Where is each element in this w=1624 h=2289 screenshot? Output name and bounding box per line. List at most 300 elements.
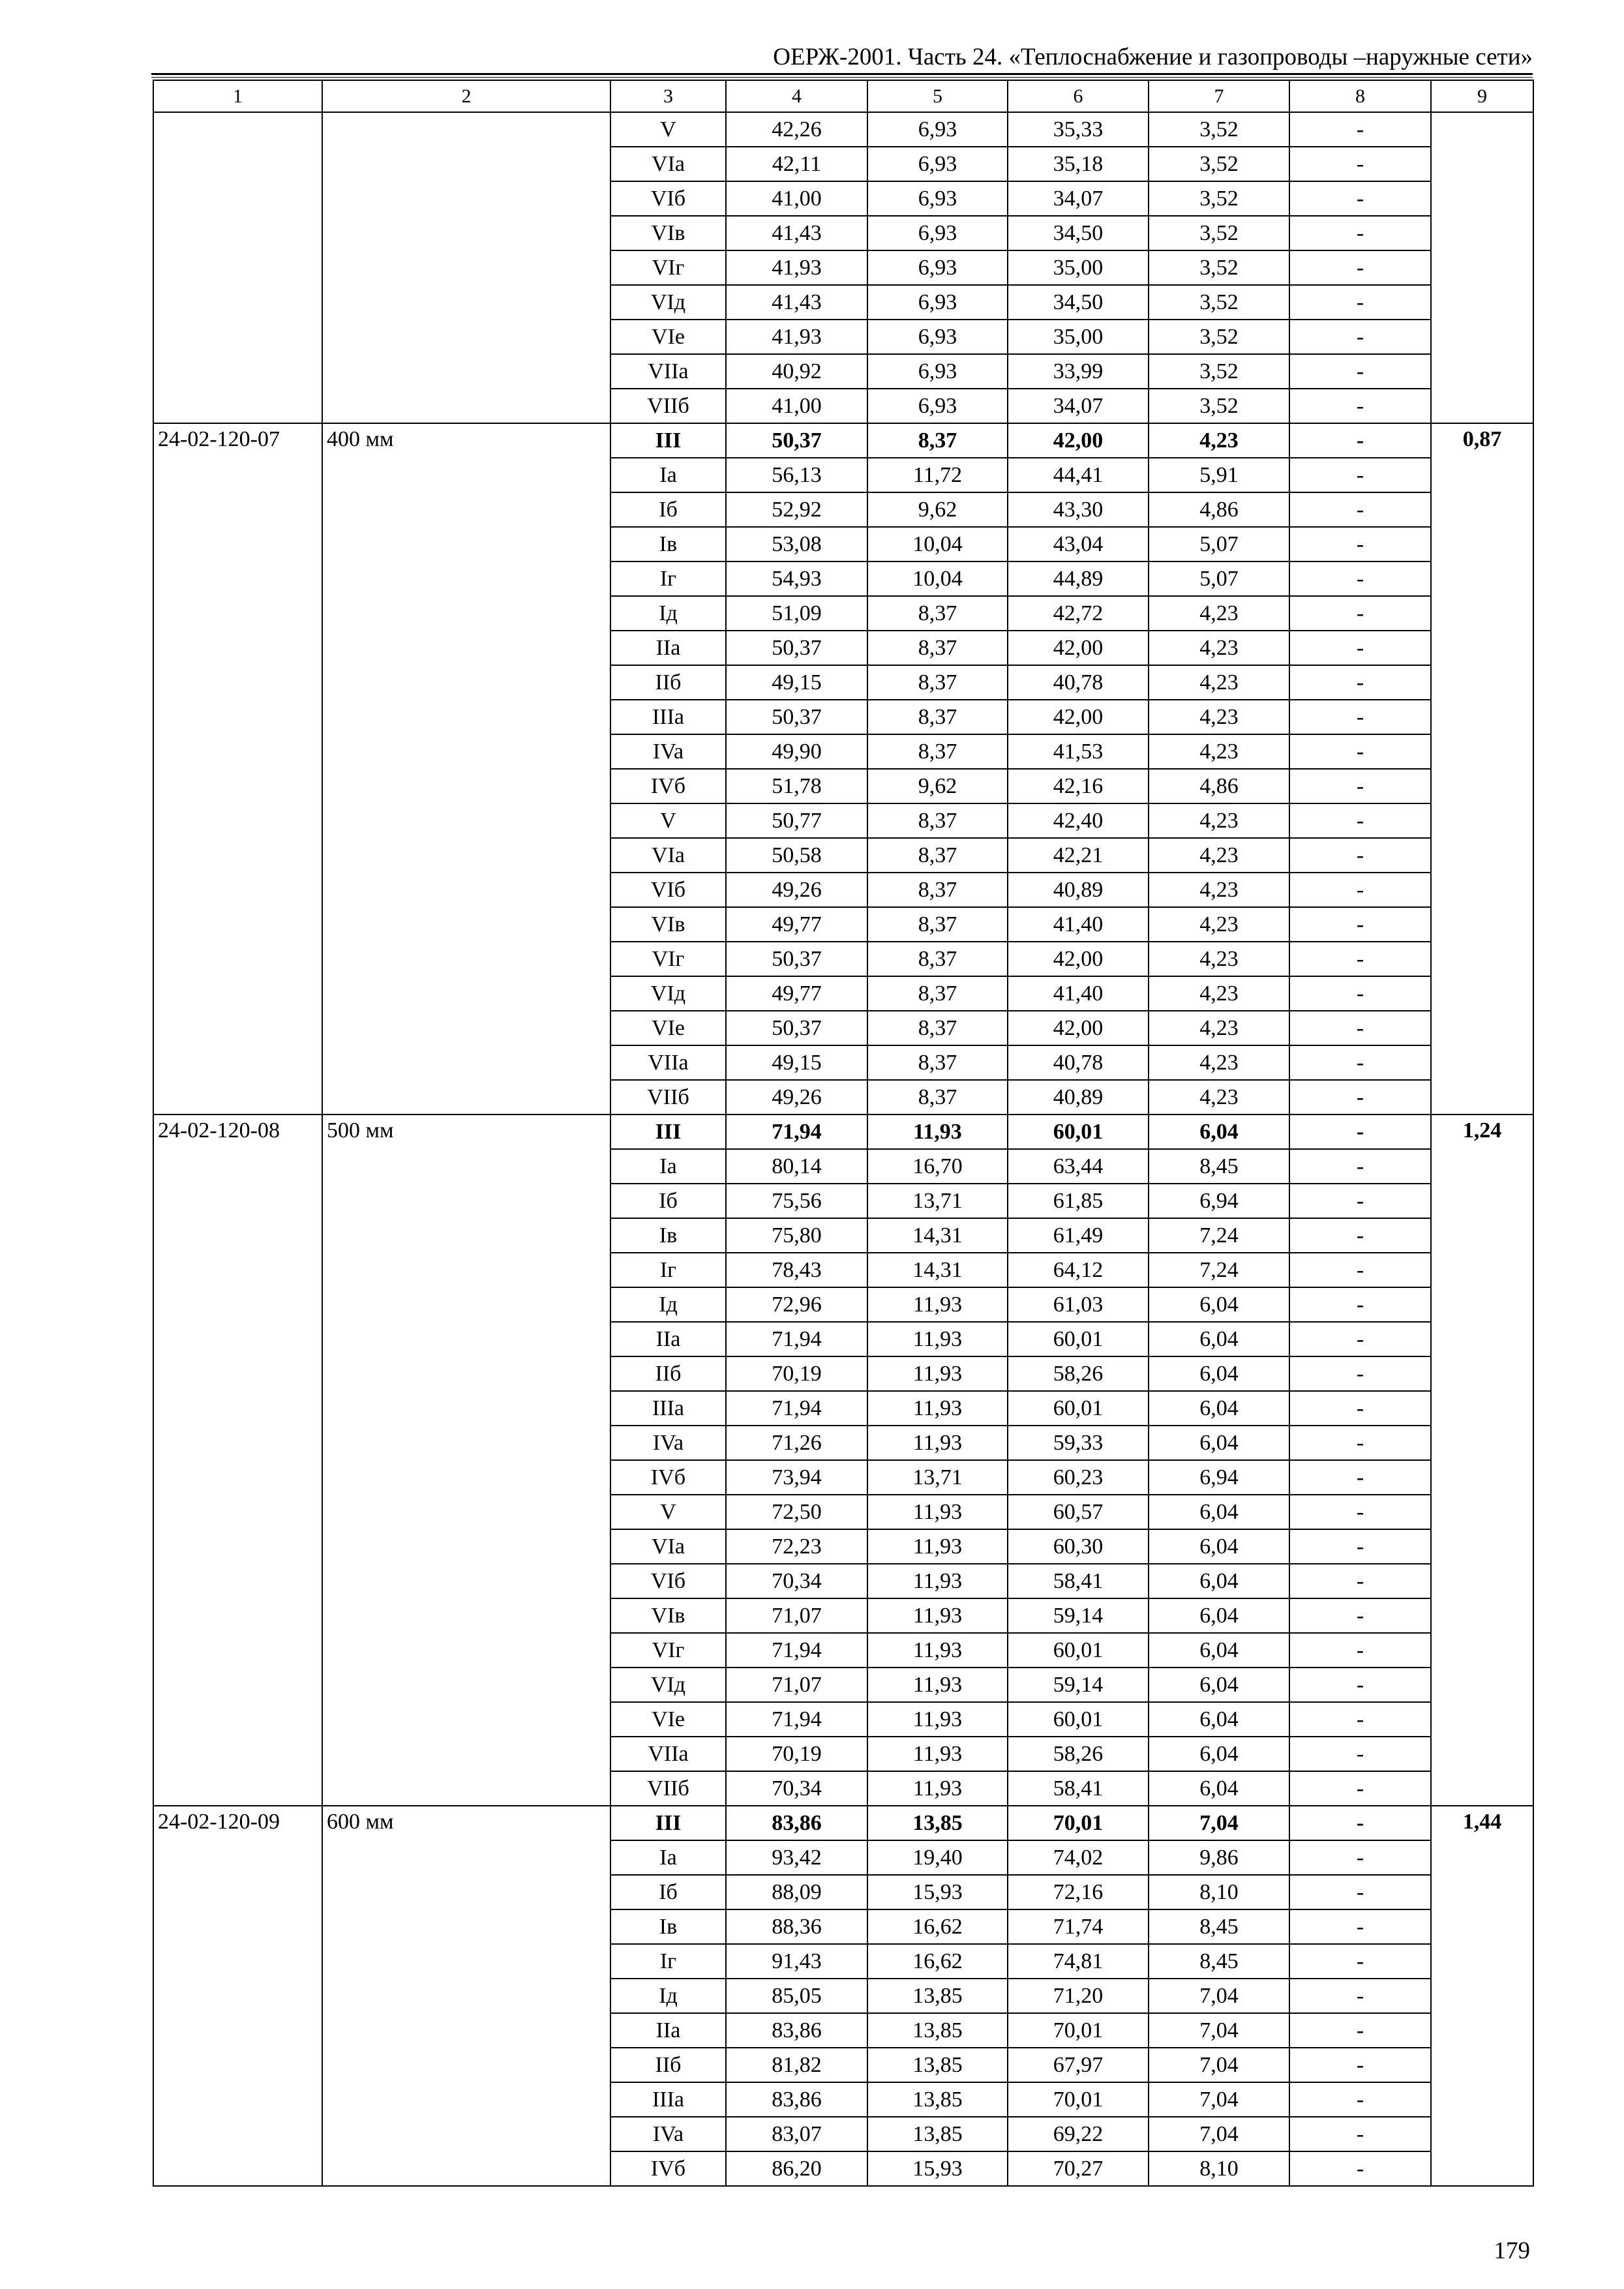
- table-cell-col8: -: [1289, 1737, 1431, 1771]
- table-cell-col6: 44,41: [1008, 458, 1149, 492]
- table-cell-col5: 13,71: [867, 1184, 1008, 1218]
- header-rule-thick: [151, 73, 1533, 75]
- table-cell-col4: 50,77: [726, 803, 867, 838]
- table-cell-col7: 8,10: [1149, 1875, 1289, 1909]
- table-cell-col4: 41,00: [726, 389, 867, 423]
- table-cell-col5: 8,37: [867, 631, 1008, 665]
- table-cell-col8: -: [1289, 631, 1431, 665]
- table-cell-col6: 41,40: [1008, 976, 1149, 1011]
- table-cell-col7: 7,04: [1149, 2048, 1289, 2082]
- table-cell-col6: 60,01: [1008, 1633, 1149, 1668]
- table-cell-zone: Iг: [610, 1944, 726, 1979]
- table-cell-col5: 8,37: [867, 1011, 1008, 1045]
- table-cell-col4: 70,34: [726, 1771, 867, 1806]
- table-cell-col4: 71,07: [726, 1668, 867, 1702]
- table-cell-col7: 7,04: [1149, 1979, 1289, 2013]
- table-cell-col4: 50,37: [726, 942, 867, 976]
- table-cell-col5: 6,93: [867, 320, 1008, 354]
- table-cell-col8: -: [1289, 2013, 1431, 2048]
- table-cell-zone: IIa: [610, 2013, 726, 2048]
- table-cell-zone: VIг: [610, 250, 726, 285]
- table-cell-col5: 13,85: [867, 2117, 1008, 2151]
- table-cell-zone: VIIб: [610, 1771, 726, 1806]
- table-cell-col5: 11,93: [867, 1737, 1008, 1771]
- table-cell-col8: -: [1289, 1011, 1431, 1045]
- table-cell-col4: 85,05: [726, 1979, 867, 2013]
- table-cell-zone: VIб: [610, 181, 726, 216]
- table-cell-col5: 11,93: [867, 1529, 1008, 1564]
- table-cell-zone: Iб: [610, 1184, 726, 1218]
- table-cell-col8: -: [1289, 1529, 1431, 1564]
- table-cell-col7: 6,04: [1149, 1633, 1289, 1668]
- table-cell-col5: 11,93: [867, 1356, 1008, 1391]
- table-cell-col4: 56,13: [726, 458, 867, 492]
- table-cell-col8: -: [1289, 1806, 1431, 1840]
- table-cell-col8: -: [1289, 1253, 1431, 1287]
- table-cell-zone: IIб: [610, 1356, 726, 1391]
- table-cell-col5: 6,93: [867, 216, 1008, 250]
- table-cell-col6: 61,03: [1008, 1287, 1149, 1322]
- table-cell-col7: 4,86: [1149, 769, 1289, 803]
- table-cell-col7: 4,23: [1149, 942, 1289, 976]
- table-cell-zone: VIe: [610, 1011, 726, 1045]
- table-cell-zone: VIIб: [610, 1080, 726, 1115]
- table-cell-col4: 86,20: [726, 2151, 867, 2186]
- table-cell-col5: 13,85: [867, 2048, 1008, 2082]
- table-cell-col4: 72,96: [726, 1287, 867, 1322]
- table-cell-col5: 8,37: [867, 423, 1008, 458]
- table-cell-col7: 7,04: [1149, 2013, 1289, 2048]
- table-cell-zone: III: [610, 423, 726, 458]
- table-cell-col6: 42,00: [1008, 942, 1149, 976]
- table-cell-col7: 4,23: [1149, 1045, 1289, 1080]
- table-cell-zone: Ia: [610, 458, 726, 492]
- table-cell-col7: 7,04: [1149, 2117, 1289, 2151]
- table-cell-col6: 58,41: [1008, 1771, 1149, 1806]
- table-cell-col6: 59,14: [1008, 1668, 1149, 1702]
- table-cell-col8: -: [1289, 873, 1431, 907]
- table-cell-col7: 6,04: [1149, 1598, 1289, 1633]
- table-cell-col5: 11,93: [867, 1702, 1008, 1737]
- table-cell-col4: 75,80: [726, 1218, 867, 1253]
- table-cell-col8: -: [1289, 1287, 1431, 1322]
- table-cell-col6: 34,50: [1008, 285, 1149, 320]
- table-cell-col7: 4,23: [1149, 803, 1289, 838]
- table-cell-col6: 71,20: [1008, 1979, 1149, 2013]
- page-number: 179: [1494, 2237, 1530, 2264]
- rates-table: [153, 80, 1534, 2187]
- table-cell-col6: 42,21: [1008, 838, 1149, 873]
- table-cell-col6: 59,33: [1008, 1426, 1149, 1460]
- table-cell-col7: 6,94: [1149, 1460, 1289, 1495]
- table-cell-col7: 4,23: [1149, 734, 1289, 769]
- table-cell-col4: 71,94: [726, 1115, 867, 1149]
- table-cell-zone: VIг: [610, 1633, 726, 1668]
- table-cell-col4: 71,94: [726, 1633, 867, 1668]
- table-cell-zone: VIв: [610, 907, 726, 942]
- table-cell-col4: 41,43: [726, 285, 867, 320]
- pipe-diameter-cell: [322, 112, 610, 423]
- table-cell-col5: 11,93: [867, 1771, 1008, 1806]
- table-cell-col7: 6,04: [1149, 1668, 1289, 1702]
- table-cell-col8: -: [1289, 1356, 1431, 1391]
- column9-value-cell: [1431, 112, 1533, 423]
- table-cell-col8: -: [1289, 838, 1431, 873]
- table-cell-zone: VIв: [610, 1598, 726, 1633]
- table-cell-col8: -: [1289, 458, 1431, 492]
- table-cell-col8: -: [1289, 907, 1431, 942]
- table-cell-col5: 16,62: [867, 1944, 1008, 1979]
- table-cell-zone: V: [610, 1495, 726, 1529]
- table-cell-col5: 6,93: [867, 354, 1008, 389]
- table-cell-col7: 8,45: [1149, 1944, 1289, 1979]
- table-cell-zone: VIд: [610, 285, 726, 320]
- table-cell-col4: 70,19: [726, 1356, 867, 1391]
- table-cell-col8: -: [1289, 1979, 1431, 2013]
- table-cell-col6: 41,53: [1008, 734, 1149, 769]
- table-cell-col4: 83,86: [726, 1806, 867, 1840]
- table-cell-col4: 40,92: [726, 354, 867, 389]
- table-cell-col8: -: [1289, 181, 1431, 216]
- table-cell-col5: 11,93: [867, 1426, 1008, 1460]
- table-cell-col4: 42,26: [726, 112, 867, 147]
- table-cell-col4: 50,37: [726, 700, 867, 734]
- table-cell-col5: 11,93: [867, 1668, 1008, 1702]
- table-cell-col6: 42,72: [1008, 596, 1149, 631]
- table-cell-col5: 11,93: [867, 1391, 1008, 1426]
- table-cell-zone: VIд: [610, 1668, 726, 1702]
- table-cell-col5: 6,93: [867, 285, 1008, 320]
- table-cell-col5: 6,93: [867, 147, 1008, 181]
- table-cell-col6: 44,89: [1008, 561, 1149, 596]
- table-cell-col8: -: [1289, 1944, 1431, 1979]
- table-cell-col6: 33,99: [1008, 354, 1149, 389]
- column-number: 3: [610, 80, 726, 112]
- table-cell-col6: 35,18: [1008, 147, 1149, 181]
- table-cell-col8: -: [1289, 1840, 1431, 1875]
- table-cell-col8: -: [1289, 1184, 1431, 1218]
- table-cell-col7: 3,52: [1149, 354, 1289, 389]
- table-cell-col5: 10,04: [867, 561, 1008, 596]
- table-cell-col5: 11,93: [867, 1633, 1008, 1668]
- pipe-diameter-cell: 600 мм: [322, 1806, 610, 2186]
- table-cell-col7: 4,23: [1149, 976, 1289, 1011]
- table-cell-col4: 41,43: [726, 216, 867, 250]
- table-cell-zone: IIб: [610, 665, 726, 700]
- table-cell-col7: 3,52: [1149, 285, 1289, 320]
- table-cell-col4: 49,15: [726, 1045, 867, 1080]
- table-cell-col5: 11,72: [867, 458, 1008, 492]
- table-cell-col8: -: [1289, 1495, 1431, 1529]
- table-cell-zone: Iб: [610, 492, 726, 527]
- table-cell-zone: IIIa: [610, 700, 726, 734]
- table-cell-col7: 6,04: [1149, 1391, 1289, 1426]
- rate-code-cell: [153, 112, 322, 423]
- table-cell-col6: 70,01: [1008, 2013, 1149, 2048]
- table-cell-col4: 53,08: [726, 527, 867, 561]
- table-cell-col4: 71,94: [726, 1322, 867, 1356]
- table-cell-col4: 71,94: [726, 1391, 867, 1426]
- table-cell-col8: -: [1289, 285, 1431, 320]
- table-cell-col4: 93,42: [726, 1840, 867, 1875]
- table-cell-col5: 9,62: [867, 492, 1008, 527]
- table-cell-col5: 8,37: [867, 942, 1008, 976]
- table-cell-col4: 81,82: [726, 2048, 867, 2082]
- table-cell-col4: 70,19: [726, 1737, 867, 1771]
- table-cell-col7: 4,23: [1149, 838, 1289, 873]
- table-cell-col8: -: [1289, 1771, 1431, 1806]
- column-number: 6: [1008, 80, 1149, 112]
- table-cell-col8: -: [1289, 803, 1431, 838]
- table-cell-col8: -: [1289, 769, 1431, 803]
- table-cell-col6: 61,49: [1008, 1218, 1149, 1253]
- table-cell-zone: III: [610, 1806, 726, 1840]
- table-cell-col6: 70,01: [1008, 1806, 1149, 1840]
- table-cell-col8: -: [1289, 354, 1431, 389]
- table-cell-zone: IVa: [610, 734, 726, 769]
- table-cell-col7: 4,23: [1149, 1011, 1289, 1045]
- table-cell-col8: -: [1289, 734, 1431, 769]
- table-cell-col6: 42,16: [1008, 769, 1149, 803]
- table-cell-col4: 49,77: [726, 907, 867, 942]
- running-header: ОЕРЖ-2001. Часть 24. «Теплоснабжение и газопроводы –наружные сети»: [773, 44, 1533, 70]
- table-cell-col7: 6,04: [1149, 1737, 1289, 1771]
- table-cell-col8: -: [1289, 1080, 1431, 1115]
- table-cell-col8: -: [1289, 1598, 1431, 1633]
- table-cell-zone: Iв: [610, 527, 726, 561]
- table-cell-col7: 6,04: [1149, 1529, 1289, 1564]
- table-cell-col5: 6,93: [867, 250, 1008, 285]
- column-number: 8: [1289, 80, 1431, 112]
- table-cell-col4: 49,15: [726, 665, 867, 700]
- table-cell-zone: VIa: [610, 838, 726, 873]
- table-cell-zone: IIIa: [610, 2082, 726, 2117]
- table-cell-col6: 59,14: [1008, 1598, 1149, 1633]
- table-cell-col6: 40,78: [1008, 1045, 1149, 1080]
- table-cell-zone: VIe: [610, 320, 726, 354]
- table-cell-col4: 80,14: [726, 1149, 867, 1184]
- table-cell-col6: 69,22: [1008, 2117, 1149, 2151]
- table-cell-zone: VIб: [610, 873, 726, 907]
- table-cell-col4: 88,36: [726, 1909, 867, 1944]
- table-cell-col8: -: [1289, 1045, 1431, 1080]
- table-cell-zone: Iг: [610, 561, 726, 596]
- table-cell-col8: -: [1289, 942, 1431, 976]
- table-cell-zone: VIIa: [610, 1737, 726, 1771]
- table-cell-col6: 60,01: [1008, 1115, 1149, 1149]
- table-cell-col7: 4,23: [1149, 1080, 1289, 1115]
- table-cell-col7: 6,04: [1149, 1426, 1289, 1460]
- table-cell-col4: 41,00: [726, 181, 867, 216]
- table-cell-col4: 71,94: [726, 1702, 867, 1737]
- table-cell-col4: 72,23: [726, 1529, 867, 1564]
- table-cell-col4: 49,90: [726, 734, 867, 769]
- table-cell-col6: 74,02: [1008, 1840, 1149, 1875]
- table-cell-col5: 13,85: [867, 2082, 1008, 2117]
- table-cell-col5: 11,93: [867, 1598, 1008, 1633]
- table-cell-col7: 6,94: [1149, 1184, 1289, 1218]
- table-row: [153, 1115, 1533, 1149]
- table-cell-col8: -: [1289, 250, 1431, 285]
- table-cell-col4: 50,37: [726, 423, 867, 458]
- table-cell-col8: -: [1289, 147, 1431, 181]
- table-cell-col7: 8,10: [1149, 2151, 1289, 2186]
- table-cell-col5: 14,31: [867, 1253, 1008, 1287]
- column-number: 2: [322, 80, 610, 112]
- table-cell-col4: 51,09: [726, 596, 867, 631]
- table-cell-col6: 58,26: [1008, 1737, 1149, 1771]
- table-cell-col5: 19,40: [867, 1840, 1008, 1875]
- table-cell-col8: -: [1289, 1218, 1431, 1253]
- table-cell-col5: 16,62: [867, 1909, 1008, 1944]
- table-cell-col8: -: [1289, 1633, 1431, 1668]
- table-cell-col6: 43,30: [1008, 492, 1149, 527]
- table-cell-zone: IVб: [610, 2151, 726, 2186]
- table-cell-col6: 70,27: [1008, 2151, 1149, 2186]
- table-cell-col7: 3,52: [1149, 389, 1289, 423]
- table-cell-col6: 58,41: [1008, 1564, 1149, 1598]
- table-cell-col8: -: [1289, 1426, 1431, 1460]
- table-cell-col5: 8,37: [867, 1045, 1008, 1080]
- table-cell-col8: -: [1289, 1115, 1431, 1149]
- table-cell-col7: 6,04: [1149, 1702, 1289, 1737]
- table-cell-col6: 67,97: [1008, 2048, 1149, 2082]
- table-cell-col8: -: [1289, 1322, 1431, 1356]
- table-cell-col7: 7,04: [1149, 2082, 1289, 2117]
- table-cell-col5: 8,37: [867, 803, 1008, 838]
- pipe-diameter-cell: 400 мм: [322, 423, 610, 1115]
- table-cell-col6: 42,00: [1008, 631, 1149, 665]
- table-cell-col6: 42,00: [1008, 700, 1149, 734]
- table-cell-zone: IIa: [610, 1322, 726, 1356]
- table-cell-col6: 70,01: [1008, 2082, 1149, 2117]
- table-cell-col6: 60,23: [1008, 1460, 1149, 1495]
- table-cell-col4: 42,11: [726, 147, 867, 181]
- table-cell-col7: 6,04: [1149, 1495, 1289, 1529]
- table-cell-col4: 71,07: [726, 1598, 867, 1633]
- table-cell-col7: 4,23: [1149, 873, 1289, 907]
- header-rule-thin: [151, 77, 1533, 78]
- table-cell-col8: -: [1289, 1702, 1431, 1737]
- table-cell-col5: 13,85: [867, 1806, 1008, 1840]
- table-cell-col4: 54,93: [726, 561, 867, 596]
- table-cell-zone: Iг: [610, 1253, 726, 1287]
- table-cell-col8: -: [1289, 2048, 1431, 2082]
- table-cell-col6: 71,74: [1008, 1909, 1149, 1944]
- table-cell-col8: -: [1289, 1149, 1431, 1184]
- table-cell-col8: -: [1289, 389, 1431, 423]
- table-cell-col6: 35,33: [1008, 112, 1149, 147]
- table-cell-col6: 64,12: [1008, 1253, 1149, 1287]
- table-cell-col7: 6,04: [1149, 1322, 1289, 1356]
- column9-value-cell: 1,24: [1431, 1115, 1533, 1806]
- table-cell-col6: 42,00: [1008, 423, 1149, 458]
- table-cell-col7: 3,52: [1149, 147, 1289, 181]
- table-cell-col7: 6,04: [1149, 1771, 1289, 1806]
- table-cell-col6: 43,04: [1008, 527, 1149, 561]
- table-cell-col6: 60,01: [1008, 1322, 1149, 1356]
- table-row: [153, 112, 1533, 147]
- table-cell-zone: Ia: [610, 1149, 726, 1184]
- table-cell-col6: 40,89: [1008, 873, 1149, 907]
- table-row: [153, 1806, 1533, 1840]
- table-cell-col7: 6,04: [1149, 1356, 1289, 1391]
- table-cell-col4: 49,26: [726, 1080, 867, 1115]
- table-cell-col6: 74,81: [1008, 1944, 1149, 1979]
- table-cell-col4: 71,26: [726, 1426, 867, 1460]
- table-cell-col4: 41,93: [726, 320, 867, 354]
- table-cell-col4: 51,78: [726, 769, 867, 803]
- table-cell-col6: 60,57: [1008, 1495, 1149, 1529]
- table-cell-col5: 15,93: [867, 2151, 1008, 2186]
- table-cell-col7: 4,23: [1149, 907, 1289, 942]
- column-number: 9: [1431, 80, 1533, 112]
- table-cell-zone: III: [610, 1115, 726, 1149]
- rate-code-cell: 24-02-120-07: [153, 423, 322, 1115]
- table-cell-zone: Iд: [610, 1979, 726, 2013]
- table-cell-col4: 91,43: [726, 1944, 867, 1979]
- table-cell-col7: 4,23: [1149, 665, 1289, 700]
- table-cell-col7: 9,86: [1149, 1840, 1289, 1875]
- table-cell-col8: -: [1289, 1875, 1431, 1909]
- table-cell-col8: -: [1289, 2117, 1431, 2151]
- table-cell-col5: 11,93: [867, 1495, 1008, 1529]
- table-cell-col8: -: [1289, 1391, 1431, 1426]
- table-cell-col7: 8,45: [1149, 1149, 1289, 1184]
- table-cell-zone: VIa: [610, 147, 726, 181]
- table-cell-col4: 52,92: [726, 492, 867, 527]
- table-cell-col7: 3,52: [1149, 112, 1289, 147]
- table-cell-col6: 34,07: [1008, 181, 1149, 216]
- table-cell-col5: 16,70: [867, 1149, 1008, 1184]
- table-cell-col5: 8,37: [867, 907, 1008, 942]
- table-cell-col6: 34,50: [1008, 216, 1149, 250]
- table-cell-col6: 34,07: [1008, 389, 1149, 423]
- table-cell-col6: 41,40: [1008, 907, 1149, 942]
- rate-code-cell: 24-02-120-09: [153, 1806, 322, 2186]
- table-cell-col5: 13,71: [867, 1460, 1008, 1495]
- table-cell-col8: -: [1289, 320, 1431, 354]
- table-cell-col5: 8,37: [867, 734, 1008, 769]
- table-cell-col4: 41,93: [726, 250, 867, 285]
- table-cell-col6: 63,44: [1008, 1149, 1149, 1184]
- table-cell-col7: 7,24: [1149, 1218, 1289, 1253]
- table-cell-zone: Iв: [610, 1218, 726, 1253]
- table-cell-col5: 13,85: [867, 2013, 1008, 2048]
- table-cell-col5: 8,37: [867, 1080, 1008, 1115]
- table-cell-col7: 6,04: [1149, 1287, 1289, 1322]
- table-cell-zone: VIIб: [610, 389, 726, 423]
- table-cell-col4: 49,26: [726, 873, 867, 907]
- table-cell-col6: 40,89: [1008, 1080, 1149, 1115]
- column-number: 7: [1149, 80, 1289, 112]
- table-cell-col8: -: [1289, 112, 1431, 147]
- table-cell-col5: 9,62: [867, 769, 1008, 803]
- rate-code-cell: 24-02-120-08: [153, 1115, 322, 1806]
- table-cell-zone: VIб: [610, 1564, 726, 1598]
- table-cell-col5: 8,37: [867, 596, 1008, 631]
- table-cell-col4: 78,43: [726, 1253, 867, 1287]
- table-cell-col8: -: [1289, 2151, 1431, 2186]
- table-cell-col6: 72,16: [1008, 1875, 1149, 1909]
- table-cell-col7: 4,86: [1149, 492, 1289, 527]
- table-cell-col6: 35,00: [1008, 320, 1149, 354]
- table-cell-col6: 35,00: [1008, 250, 1149, 285]
- column-number: 4: [726, 80, 867, 112]
- table-cell-zone: IVa: [610, 1426, 726, 1460]
- table-cell-col8: -: [1289, 423, 1431, 458]
- table-cell-col4: 83,86: [726, 2013, 867, 2048]
